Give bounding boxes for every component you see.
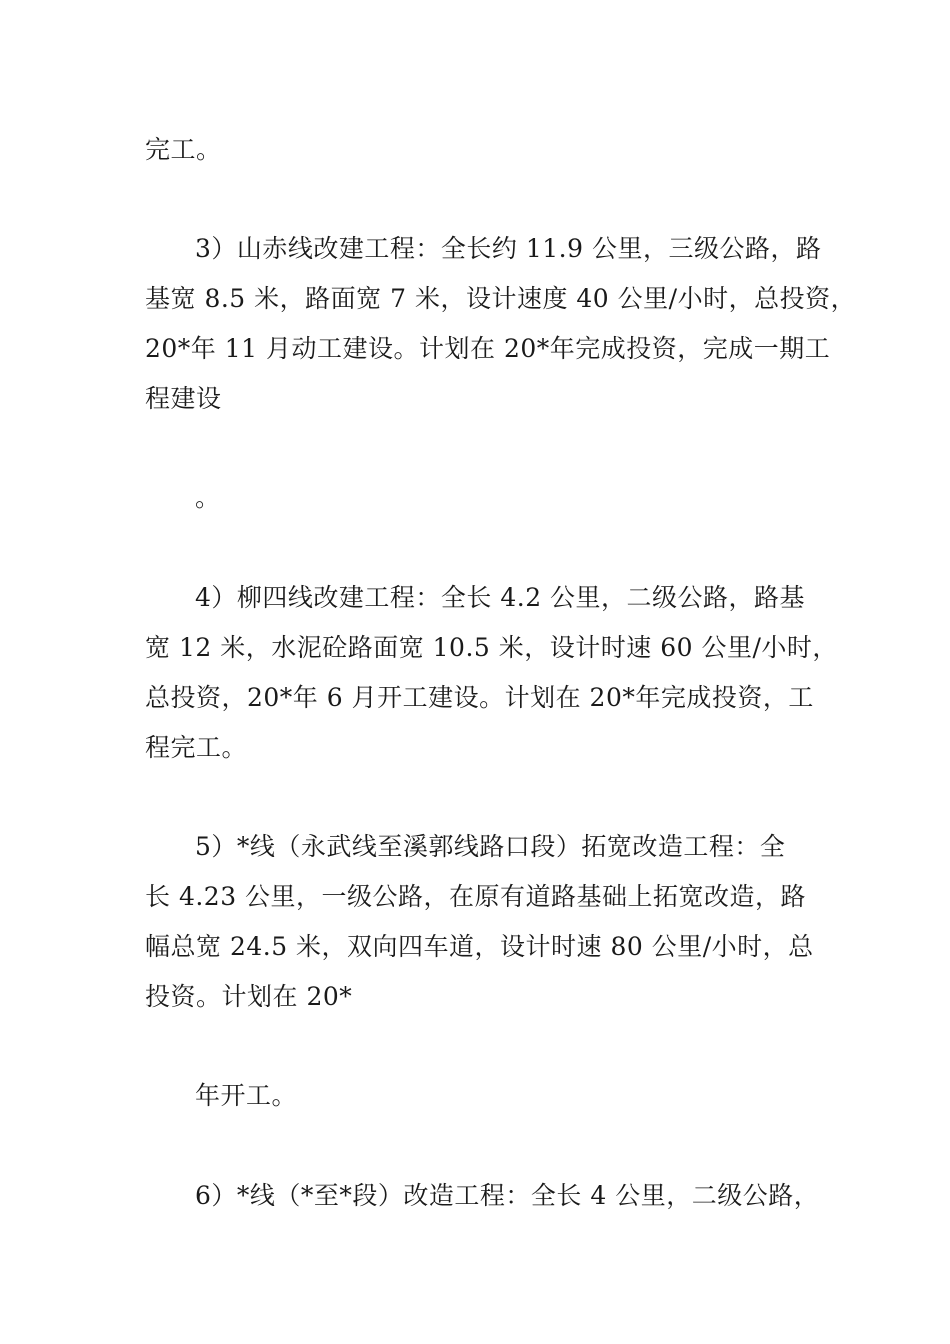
paragraph-line: 基宽 8.5 米，路面宽 7 米，设计速度 40 公里/小时，总投资，	[145, 284, 857, 313]
paragraph-line: 。	[195, 483, 221, 512]
paragraph-line: 5）*线（永武线至溪郭线路口段）拓宽改造工程：全	[195, 832, 786, 861]
paragraph-line: 长 4.23 公里，一级公路，在原有道路基础上拓宽改造，路	[145, 882, 807, 911]
paragraph-line: 宽 12 米，水泥砼路面宽 10.5 米，设计时速 60 公里/小时，	[145, 633, 838, 662]
paragraph-line: 6）*线（*至*段）改造工程：全长 4 公里，二级公路，	[195, 1181, 820, 1210]
paragraph-line: 程建设	[145, 384, 222, 413]
paragraph-line: 年开工。	[195, 1081, 298, 1110]
paragraph-line: 幅总宽 24.5 米，双向四车道，设计时速 80 公里/小时，总	[145, 932, 814, 961]
paragraph-line: 程完工。	[145, 733, 248, 762]
paragraph-line: 总投资，20*年 6 月开工建设。计划在 20*年完成投资，工	[145, 683, 814, 712]
paragraph-line: 完工。	[145, 135, 222, 164]
paragraph-line: 4）柳四线改建工程：全长 4.2 公里，二级公路，路基	[195, 583, 806, 612]
paragraph-line: 20*年 11 月动工建设。计划在 20*年完成投资，完成一期工	[145, 334, 831, 363]
paragraph-line: 3）山赤线改建工程：全长约 11.9 公里，三级公路，路	[195, 234, 822, 263]
paragraph-line: 投资。计划在 20*	[145, 982, 353, 1011]
